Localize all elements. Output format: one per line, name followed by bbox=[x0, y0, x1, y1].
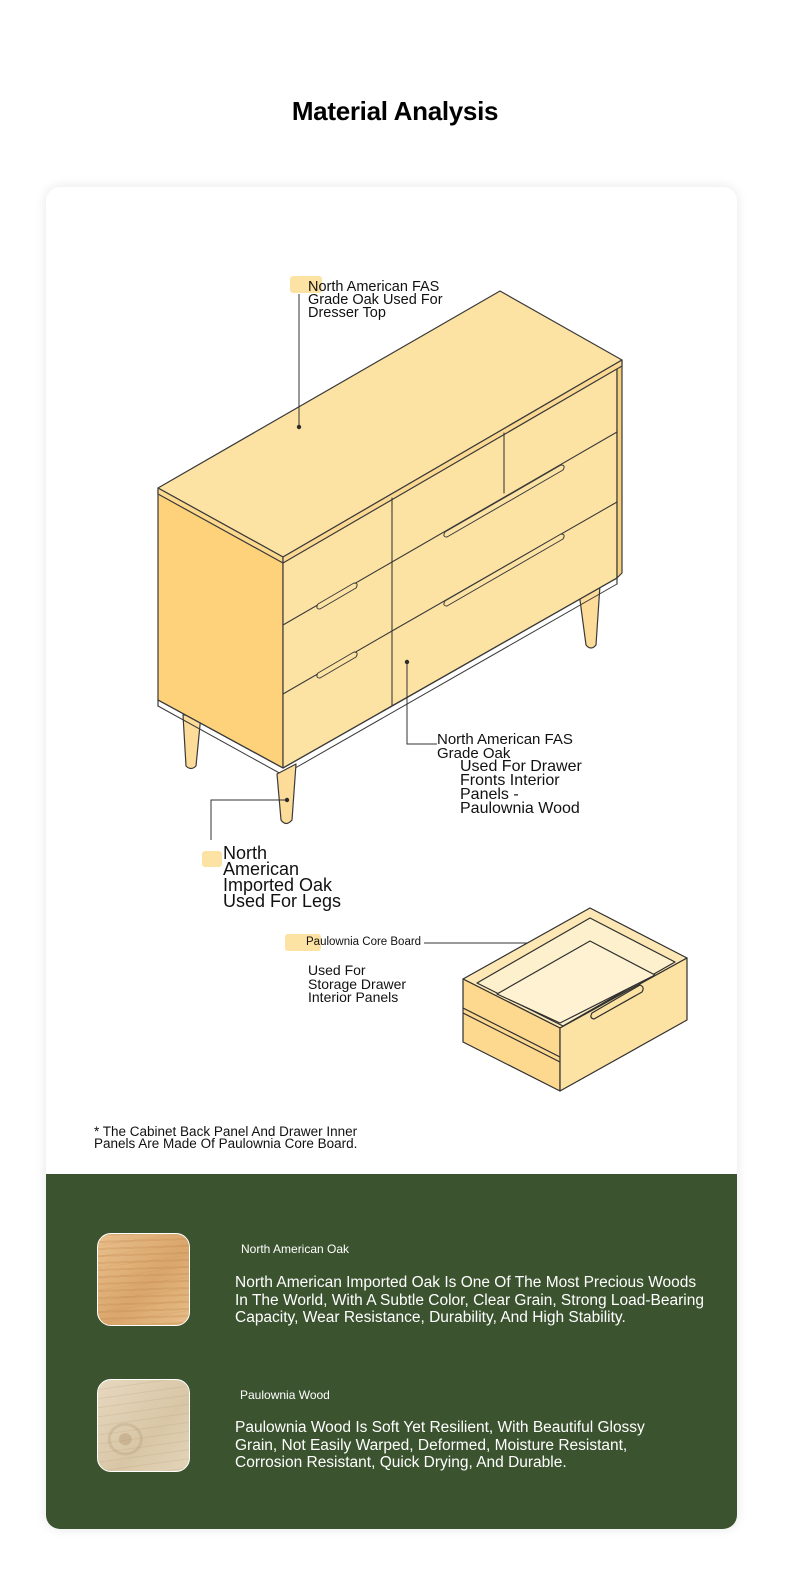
material-desc-oak: North American Imported Oak Is One Of The Most Precious Woods In The World, With A Subtle Color, Clear Grain, Strong Load-Bearing Capacity, Wear Resistance, Durability, And High Stability. bbox=[235, 1274, 704, 1326]
callout-drawer-fronts: North American FAS Grade Oak bbox=[437, 731, 573, 762]
callout-drawer-fronts-detail: Used For Drawer Fronts Interior Panels - Paulownia Wood bbox=[460, 758, 582, 817]
front-leg bbox=[277, 764, 296, 824]
paulownia-texture-swatch bbox=[97, 1379, 190, 1472]
page-title: Material Analysis bbox=[291, 96, 499, 126]
back-left-leg bbox=[183, 715, 201, 769]
material-desc-paulownia: Paulownia Wood Is Soft Yet Resilient, With Beautiful Glossy Grain, Not Easily Warped, Deformed, Moisture Resistant, Corrosion Resistant, Quick Drying, And Durable. bbox=[235, 1419, 645, 1471]
callout-dresser-top: North American FAS Grade Oak Used For Dresser Top bbox=[308, 279, 443, 321]
callout-core-board: Used For Storage Drawer Interior Panels bbox=[308, 962, 407, 1005]
footnote: * The Cabinet Back Panel And Drawer Inner Panels Are Made Of Paulownia Core Board. bbox=[94, 1124, 358, 1151]
material-name-oak: North American Oak bbox=[241, 1242, 350, 1256]
materials-panel bbox=[46, 1174, 737, 1529]
material-name-paulownia: Paulownia Wood bbox=[240, 1388, 330, 1402]
callout-core-board-title: Paulownia Core Board bbox=[306, 936, 422, 948]
drawer-illustration bbox=[463, 908, 687, 1091]
callout-legs: North American Imported Oak Used For Legs bbox=[223, 843, 342, 911]
oak-texture-swatch bbox=[97, 1233, 190, 1326]
